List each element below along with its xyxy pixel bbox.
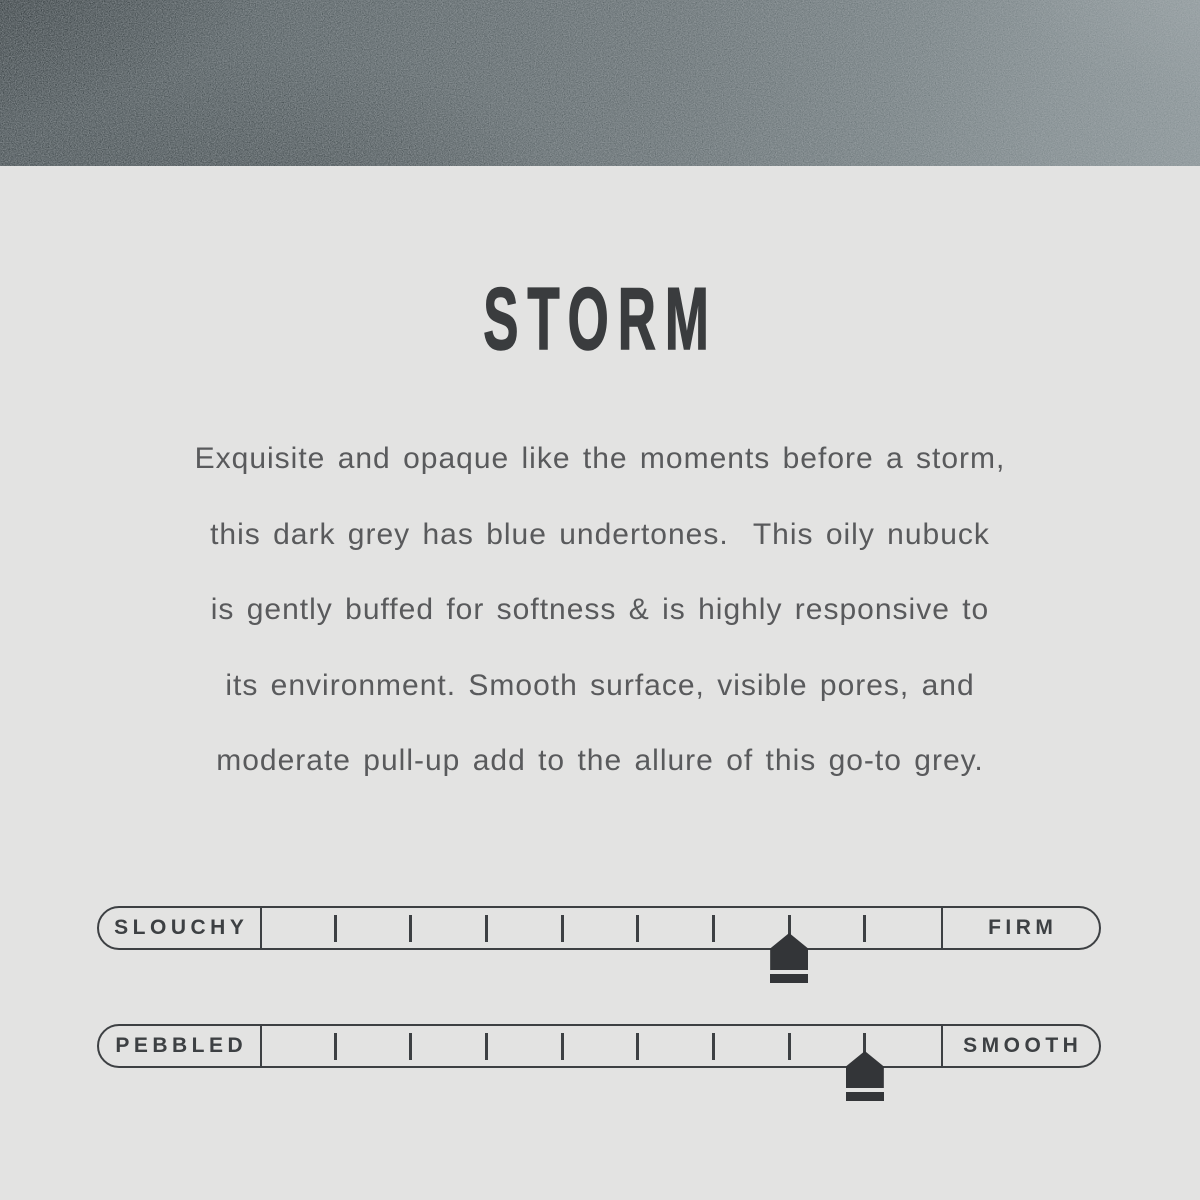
scale-marker-head bbox=[770, 933, 808, 970]
scale-divider bbox=[260, 908, 263, 948]
scale-tick bbox=[863, 915, 866, 942]
page-title-text: STORM bbox=[482, 269, 718, 368]
description bbox=[0, 421, 1200, 799]
scale-marker-base bbox=[770, 974, 808, 983]
scale-divider bbox=[260, 1026, 263, 1066]
scale-tick bbox=[712, 1033, 715, 1060]
leather-grain-texture bbox=[0, 0, 1200, 166]
scale-marker-base bbox=[846, 1092, 884, 1101]
scale-tick bbox=[409, 915, 412, 942]
description-line: this dark grey has blue undertones. This oily nubuck bbox=[210, 517, 990, 551]
description-line: is gently buffed for softness & is highly responsive to bbox=[210, 593, 990, 626]
scale-marker-head bbox=[846, 1051, 884, 1088]
scale-tick bbox=[561, 1033, 564, 1060]
scale-tick bbox=[636, 915, 639, 942]
description-line: moderate pull-up add to the allure of this go-to grey. bbox=[216, 744, 984, 777]
description-line: Exquisite and opaque like the moments before a storm, bbox=[194, 442, 1006, 475]
scale-tick bbox=[636, 1033, 639, 1060]
scale-tick bbox=[788, 1033, 791, 1060]
scale-tick bbox=[485, 1033, 488, 1060]
scale-tick bbox=[712, 915, 715, 942]
scale-pebbled-smooth bbox=[97, 1024, 1101, 1068]
scale-tick bbox=[561, 915, 564, 942]
scale-tick bbox=[409, 1033, 412, 1060]
scale-label-smooth: SMOOTH bbox=[963, 1034, 1083, 1057]
scale-label-pebbled: PEBBLED bbox=[115, 1034, 248, 1057]
scale-slouchy-firm bbox=[97, 906, 1101, 950]
scale-label-firm: FIRM bbox=[988, 916, 1058, 939]
page-title bbox=[0, 269, 1200, 368]
leather-swatch-photo bbox=[0, 0, 1200, 166]
scale-marker bbox=[846, 1051, 884, 1101]
scale-label-slouchy: SLOUCHY bbox=[114, 916, 249, 939]
scale-tick bbox=[334, 915, 337, 942]
scale-marker bbox=[770, 933, 808, 983]
scale-tick bbox=[334, 1033, 337, 1060]
description-line: its environment. Smooth surface, visible pores, and bbox=[225, 668, 975, 702]
scale-tick bbox=[485, 915, 488, 942]
